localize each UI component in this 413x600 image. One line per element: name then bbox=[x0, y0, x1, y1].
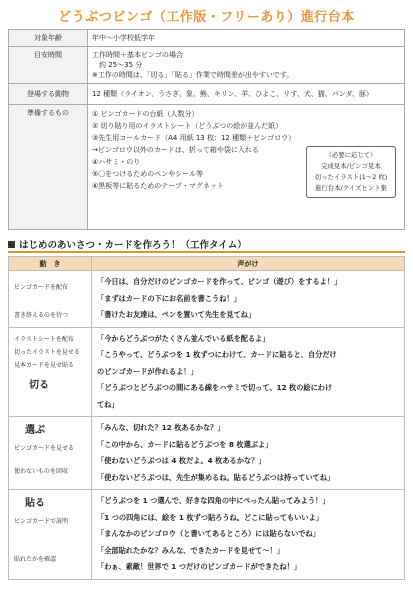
material-item: ① ビンゴカードの台紙（人数分） bbox=[92, 110, 199, 118]
material-item: ⑤〇をつけるためのペンやシール等 bbox=[92, 170, 204, 178]
script-line: 「今からどうぶつがたくさん並んでいる紙を配るよ」 bbox=[97, 333, 270, 343]
section-rule bbox=[8, 251, 405, 253]
header-lines: 声がけ bbox=[92, 257, 405, 271]
program-header-row bbox=[9, 257, 405, 271]
script-line: 「どうぶつを 1 つ選んで、好きな四角の中にぺったん貼ってみよう！」 bbox=[97, 496, 330, 505]
program-row-4 bbox=[9, 490, 405, 580]
script-line: 「1 つの四角には、絵を 1 枚ずつ貼ろうね。どこに貼ってもいいよ」 bbox=[97, 512, 323, 522]
lines-cell bbox=[92, 490, 405, 580]
optional-materials-box bbox=[306, 146, 396, 198]
program-row-1 bbox=[9, 271, 405, 328]
script-line: のビンゴカードが作れるよ！」 bbox=[97, 366, 198, 376]
script-line: 「書けたお友達は、ペンを置いて先生を見てね」 bbox=[97, 310, 256, 319]
info-row-time bbox=[9, 47, 405, 84]
script-line: てね」 bbox=[97, 399, 119, 409]
action-item: 使わないものを回収 bbox=[14, 468, 69, 475]
info-label: 目安時間 bbox=[9, 47, 88, 84]
info-table bbox=[8, 29, 405, 230]
optional-item: 切ったイラスト(1〜2 枚) bbox=[314, 173, 388, 181]
action-cell bbox=[9, 271, 92, 328]
action-cell bbox=[9, 327, 92, 417]
info-line: 工作時間＋基本ビンゴの場合 bbox=[92, 51, 183, 59]
info-label: 準備するもの bbox=[9, 105, 88, 230]
program-row-3 bbox=[9, 417, 405, 490]
action-item: ビンゴカードを配布 bbox=[14, 284, 69, 291]
script-line: 「全部貼れたかな？みんな、できたカードを見せて〜！」 bbox=[97, 545, 284, 555]
header-action: 動 き bbox=[9, 257, 92, 271]
script-line: 「使わないどうぶつは、先生が集めるね。貼るどうぶつは持っていてね」 bbox=[97, 472, 335, 482]
info-line: 約 25〜35 分 bbox=[92, 61, 143, 69]
material-item: ② 切り貼り用のイラストシート（どうぶつの絵が並んだ紙） bbox=[92, 122, 283, 130]
action-cell bbox=[9, 490, 92, 580]
info-value bbox=[88, 47, 405, 84]
action-item: 貼れたかを確認 bbox=[14, 556, 57, 563]
info-value bbox=[88, 84, 405, 105]
program-table bbox=[8, 256, 405, 580]
info-line: 12 種類（ライオン、うさぎ、象、熊、キリン、羊、ひよこ、リす、犬、猫、パンダ、豚） bbox=[92, 90, 374, 98]
optional-item: 完成見本/ビンゴ見本 bbox=[321, 162, 381, 170]
info-value bbox=[88, 30, 405, 47]
action-item: ビンゴカードを見せる bbox=[14, 445, 75, 452]
material-item: ③先生用コールカード（A4 用紙 13 枚：12 種類＋ビンゴロウ） bbox=[92, 134, 296, 142]
action-item: 選ぶ bbox=[25, 425, 45, 436]
script-line: 「みんな、切れた？12 枚あるかな？」 bbox=[97, 423, 225, 432]
page-title: どうぶつビンゴ（工作版・フリーあり）進行台本 bbox=[58, 10, 355, 25]
action-item: 貼る bbox=[25, 498, 45, 509]
action-item: イラストシートを配布 bbox=[14, 335, 74, 343]
info-row-materials bbox=[9, 105, 405, 230]
script-line: 「こうやって、どうぶつを 1 枚ずつにわけて、カードに貼ると、自分だけ bbox=[97, 350, 337, 359]
lines-cell bbox=[92, 327, 405, 417]
script-line: 「今日は、自分だけのビンゴカードを作って、ビンゴ（遊び）をするよ！」 bbox=[97, 277, 342, 286]
info-row-age bbox=[9, 30, 405, 47]
action-item: 見本カードを見せ貼る bbox=[14, 361, 75, 369]
action-item: 切ったイラストを見せる bbox=[14, 348, 80, 356]
info-line: ※工作の時間は、「切る」「貼る」作業で時間差が出やすいです。 bbox=[92, 71, 294, 79]
script-line: 「この中から、カードに貼るどうぶつを 8 枚選ぶよ」 bbox=[97, 439, 273, 449]
materials-cell bbox=[88, 105, 405, 230]
optional-item: （必要に応じて） bbox=[325, 151, 377, 159]
lines-cell bbox=[92, 271, 405, 328]
action-item: 切る bbox=[29, 379, 49, 391]
square-bullet-icon bbox=[8, 241, 15, 248]
action-item: ビンゴカードで説明 bbox=[14, 518, 69, 525]
script-line: 「まずはカードの下にお名前を書こうね！」 bbox=[97, 293, 241, 303]
optional-item: 進行台本/クイズヒント集 bbox=[314, 184, 388, 192]
info-row-animals bbox=[9, 84, 405, 105]
info-line: 年中〜小学校低学年 bbox=[92, 34, 155, 42]
material-item: ⑥黒板等に貼るためのテープ・マグネット bbox=[92, 182, 224, 190]
action-item: 書き終えるのを待つ bbox=[14, 312, 69, 319]
script-line: 「まんなかのビンゴロウ（と書いてあるところ）には貼らないでね」 bbox=[97, 529, 320, 538]
script-line: 「どうぶつとどうぶつの間にある線をハサミで切って、12 枚の絵にわけ bbox=[97, 383, 333, 392]
section-heading bbox=[8, 237, 247, 251]
material-item: →ビンゴロウ以外のカードは、折って箱や袋に入れる bbox=[92, 146, 259, 154]
info-label: 対象年齢 bbox=[9, 30, 88, 47]
section-title: はじめのあいさつ・カードを作ろう！（工作タイム） bbox=[19, 240, 247, 251]
action-cell bbox=[9, 417, 92, 490]
script-line: 「使わないどうぶつは 4 枚だよ。4 枚あるかな？」 bbox=[97, 456, 266, 465]
material-item: ④ハサミ・のり bbox=[92, 158, 141, 166]
program-row-2 bbox=[9, 327, 405, 417]
info-label: 登場する動物 bbox=[9, 84, 88, 105]
lines-cell bbox=[92, 417, 405, 490]
script-line: 「わぁ、素敵！世界で 1 つだけのビンゴカードができたね！」 bbox=[97, 562, 301, 571]
